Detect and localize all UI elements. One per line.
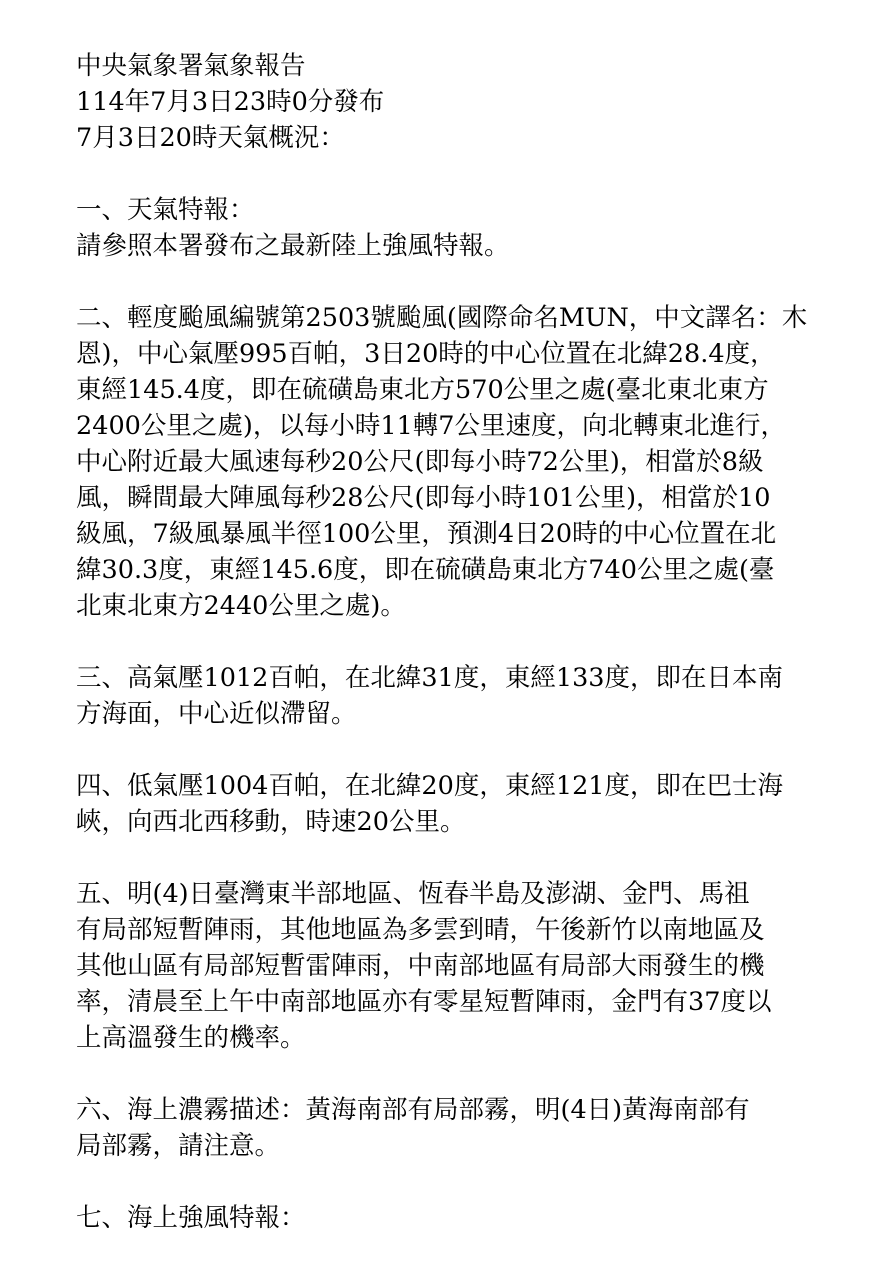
paragraph-gap — [76, 840, 826, 876]
issue-time: 114年7月3日23時0分發布 — [76, 87, 385, 117]
paragraph-gap — [76, 624, 826, 660]
section-2-line: 東經145.4度，即在硫磺島東北方570公里之處(臺北東北東方 — [76, 375, 769, 405]
section-5-line: 其他山區有局部短暫雷陣雨，中南部地區有局部大雨發生的機 — [76, 951, 765, 981]
section-4-line: 峽，向西北西移動，時速20公里。 — [76, 807, 466, 837]
section-4-line: 四、低氣壓1004百帕，在北緯20度，東經121度，即在巴士海 — [76, 771, 784, 801]
section-1-heading: 一、天氣特報： — [76, 195, 255, 225]
section-1-text: 請參照本署發布之最新陸上強風特報。 — [76, 231, 510, 261]
paragraph-gap — [76, 1164, 826, 1200]
section-3-high-pressure — [76, 660, 826, 732]
paragraph-gap — [76, 156, 826, 192]
section-5-line: 有局部短暫陣雨，其他地區為多雲到晴，午後新竹以南地區及 — [76, 915, 765, 945]
paragraph-gap — [76, 1056, 826, 1092]
section-5-line: 五、明(4)日臺灣東半部地區、恆春半島及澎湖、金門、馬祖 — [76, 879, 750, 909]
section-6-fog — [76, 1092, 826, 1164]
section-4-low-pressure — [76, 768, 826, 840]
section-7-heading: 七、海上強風特報： — [76, 1203, 306, 1233]
section-2-line: 緯30.3度，東經145.6度，即在硫磺島東北方740公里之處(臺 — [76, 555, 775, 585]
section-6-line: 局部霧，請注意。 — [76, 1131, 281, 1161]
section-5-line: 率，清晨至上午中南部地區亦有零星短暫陣雨，金門有37度以 — [76, 987, 772, 1017]
section-6-line: 六、海上濃霧描述：黃海南部有局部霧，明(4日)黃海南部有 — [76, 1095, 750, 1125]
paragraph-gap — [76, 732, 826, 768]
section-2-line: 二、輕度颱風編號第2503號颱風(國際命名MUN，中文譯名：木 — [76, 303, 808, 333]
section-5-forecast — [76, 876, 826, 1056]
section-2-line: 級風，7級風暴風半徑100公里，預測4日20時的中心位置在北 — [76, 519, 777, 549]
overview-heading: 7月3日20時天氣概況： — [76, 123, 345, 153]
section-2-line: 風，瞬間最大陣風每秒28公尺(即每小時101公里)，相當於10 — [76, 483, 771, 513]
section-2-line: 恩)，中心氣壓995百帕，3日20時的中心位置在北緯28.4度， — [76, 339, 776, 369]
section-2-typhoon — [76, 300, 826, 624]
section-2-line: 北東北東方2440公里之處)。 — [76, 591, 406, 621]
weather-report-document — [76, 48, 826, 1236]
section-2-line: 中心附近最大風速每秒20公尺(即每小時72公里)，相當於8級 — [76, 447, 764, 477]
section-2-line: 2400公里之處)，以每小時11轉7公里速度，向北轉東北進行， — [76, 411, 787, 441]
section-3-line: 三、高氣壓1012百帕，在北緯31度，東經133度，即在日本南 — [76, 663, 784, 693]
section-3-line: 方海面，中心近似滯留。 — [76, 699, 357, 729]
report-title: 中央氣象署氣象報告 — [76, 51, 306, 81]
section-5-line: 上高溫發生的機率。 — [76, 1023, 306, 1053]
paragraph-gap — [76, 264, 826, 300]
